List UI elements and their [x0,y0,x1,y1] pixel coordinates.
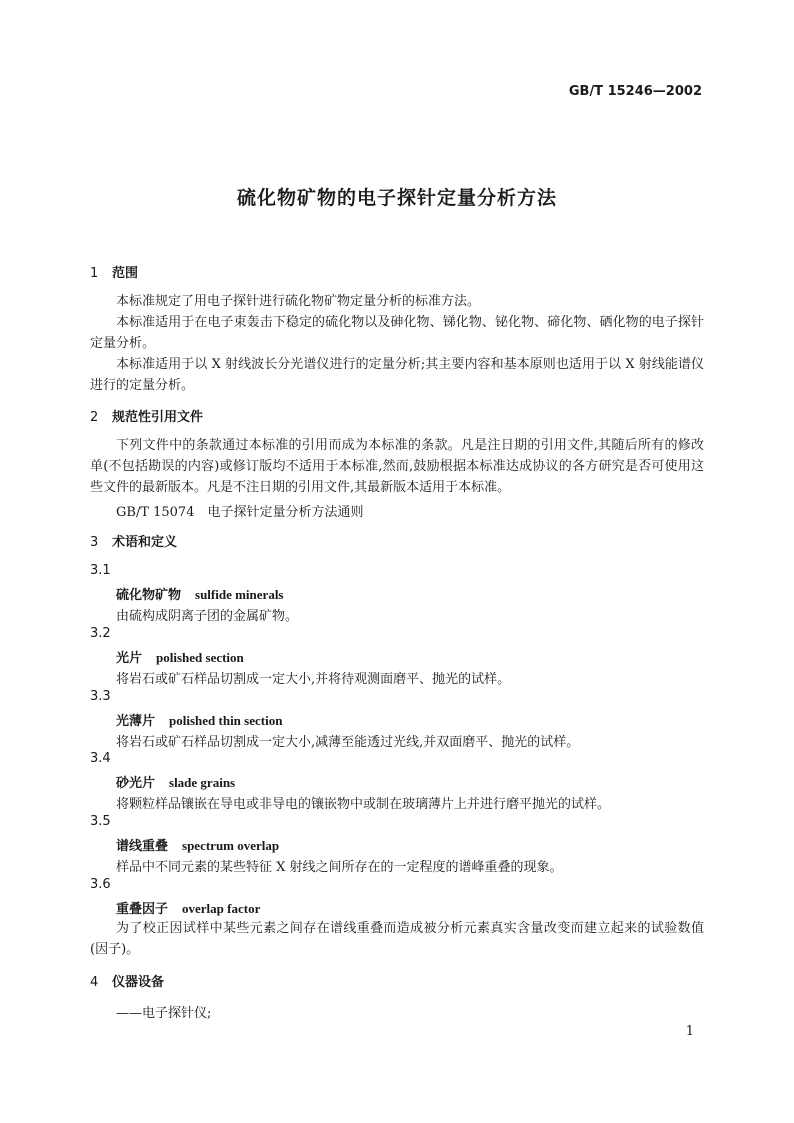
page-number: 1 [685,1024,694,1039]
section-3-title: 术语和定义 [112,535,178,550]
section-1-heading [90,262,138,281]
term-3-6-definition: 为了校正因试样中某些元素之间存在谱线重叠而造成被分析元素真实含量改变而建立起来的试验数值(因子)。 [90,921,704,957]
term-3-5 [116,835,279,854]
term-3-3-en: polished thin section [169,713,283,728]
term-3-6-number: 3.6 [90,877,111,892]
term-3-6-en: overlap factor [182,901,261,916]
section-2-heading [90,406,203,425]
term-3-5-definition: 样品中不同元素的某些特征 X 射线之间所存在的一定程度的谱峰重叠的现象。 [116,860,563,875]
term-3-5-number: 3.5 [90,814,111,829]
term-3-3-number: 3.3 [90,689,111,704]
term-3-4 [116,772,235,791]
term-3-6 [116,898,260,917]
section-3-number: 3 [90,535,99,550]
term-3-2-zh: 光片 [116,651,143,666]
section-2-paragraph-1: 下列文件中的条款通过本标准的引用而成为本标准的条款。凡是注日期的引用文件,其随后所有的修改单(不包括勘误的内容)或修订版均不适用于本标准,然而,鼓励根据本标准达成协议的各方研究是否可使用这些文件的最新版本。凡是不注日期的引用文件,其最新版本适用于本标准。 [90,438,704,495]
term-3-1-definition: 由硫构成阴离子团的金属矿物。 [116,609,299,624]
term-3-1 [116,584,284,603]
term-3-1-number: 3.1 [90,563,111,578]
normative-reference: GB/T 15074 电子探针定量分析方法通则 [116,505,364,520]
term-3-1-zh: 硫化物矿物 [116,588,182,603]
term-3-3-zh: 光薄片 [116,714,156,729]
term-3-1-en: sulfide minerals [195,587,284,602]
section-4-title: 仪器设备 [112,975,165,990]
section-3-heading [90,531,177,550]
equipment-item-1: ——电子探针仪; [116,1006,212,1021]
section-4-number: 4 [90,975,99,990]
term-3-2-number: 3.2 [90,626,111,641]
term-3-5-en: spectrum overlap [182,838,280,853]
section-1-paragraph-1: 本标准规定了用电子探针进行硫化物矿物定量分析的标准方法。 [116,294,481,309]
term-3-3 [116,710,282,729]
section-2-number: 2 [90,410,99,425]
term-3-4-en: slade grains [169,775,236,790]
section-2-title: 规范性引用文件 [112,410,204,425]
term-3-3-definition: 将岩石或矿石样品切割成一定大小,减薄至能透过光线,并双面磨平、抛光的试样。 [116,735,580,750]
term-3-2-definition: 将岩石或矿石样品切割成一定大小,并将待观测面磨平、抛光的试样。 [116,672,511,687]
section-1-paragraph-3: 本标准适用于以 X 射线波长分光谱仪进行的定量分析;其主要内容和基本原则也适用于以 X 射线能谱仪进行的定量分析。 [90,357,704,393]
term-3-6-zh: 重叠因子 [116,902,169,917]
term-3-4-zh: 砂光片 [116,776,156,791]
standard-code: GB/T 15246—2002 [568,84,702,99]
term-3-5-zh: 谱线重叠 [116,839,169,854]
section-1-number: 1 [90,266,99,281]
document-title: 硫化物矿物的电子探针定量分析方法 [236,187,557,209]
term-3-2 [116,647,244,666]
term-3-4-number: 3.4 [90,751,111,766]
section-1-paragraph-2: 本标准适用于在电子束轰击下稳定的硫化物以及砷化物、锑化物、铋化物、碲化物、硒化物的电子探针定量分析。 [90,315,704,351]
term-3-4-definition: 将颗粒样品镶嵌在导电或非导电的镶嵌物中或制在玻璃薄片上并进行磨平抛光的试样。 [116,797,611,812]
section-4-heading [90,971,164,990]
section-1-title: 范围 [112,266,139,281]
term-3-2-en: polished section [156,650,244,665]
